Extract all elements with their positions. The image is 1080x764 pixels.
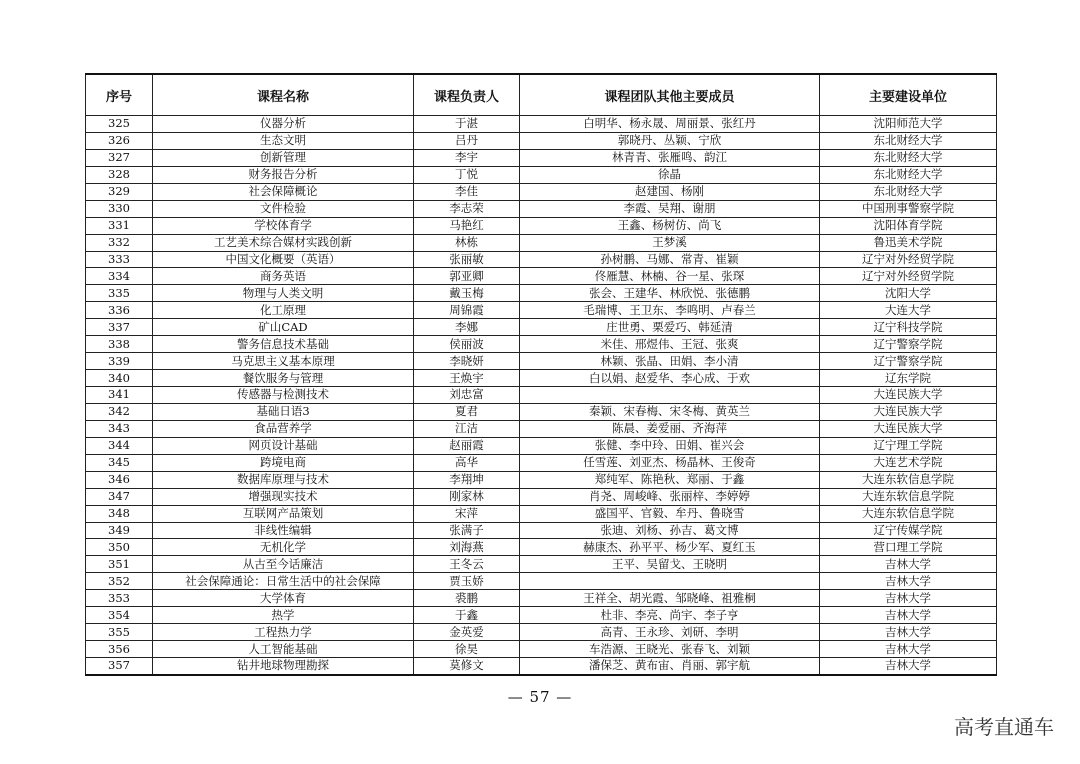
cell-course-name: 跨境电商 <box>153 454 414 471</box>
cell-course-leader: 裘鹏 <box>414 590 520 607</box>
table-row <box>86 166 997 183</box>
cell-institution: 营口理工学院 <box>820 539 997 556</box>
cell-team-members: 李霞、吴翔、谢朋 <box>520 200 820 217</box>
header-team-members: 课程团队其他主要成员 <box>520 74 820 116</box>
cell-course-name: 商务英语 <box>153 268 414 285</box>
cell-serial-number: 328 <box>86 166 153 183</box>
cell-serial-number: 341 <box>86 387 153 404</box>
cell-team-members: 肖尧、周峻峰、张丽梓、李婷婷 <box>520 488 820 505</box>
cell-course-name: 工程热力学 <box>153 624 414 641</box>
table-row <box>86 183 997 200</box>
cell-team-members: 米佳、邢煜伟、王冠、张爽 <box>520 336 820 353</box>
cell-team-members: 白以娟、赵爱华、李心成、于欢 <box>520 370 820 387</box>
cell-course-leader: 夏君 <box>414 403 520 420</box>
cell-serial-number: 326 <box>86 132 153 149</box>
cell-institution: 辽宁警察学院 <box>820 353 997 370</box>
cell-course-leader: 莫修文 <box>414 658 520 675</box>
cell-team-members: 佟雁慧、林楠、谷一星、张琛 <box>520 268 820 285</box>
cell-course-leader: 丁悦 <box>414 166 520 183</box>
cell-course-leader: 李宇 <box>414 149 520 166</box>
table-row <box>86 268 997 285</box>
cell-team-members: 王祥全、胡光霞、邹晓峰、祖雅桐 <box>520 590 820 607</box>
table-row <box>86 234 997 251</box>
cell-serial-number: 332 <box>86 234 153 251</box>
cell-course-name: 社会保障通论：日常生活中的社会保障 <box>153 573 414 590</box>
cell-serial-number: 330 <box>86 200 153 217</box>
cell-course-leader: 高华 <box>414 454 520 471</box>
cell-course-leader: 王冬云 <box>414 556 520 573</box>
course-table <box>85 73 997 676</box>
cell-institution: 东北财经大学 <box>820 166 997 183</box>
cell-institution: 吉林大学 <box>820 556 997 573</box>
cell-course-leader: 侯丽波 <box>414 336 520 353</box>
cell-serial-number: 327 <box>86 149 153 166</box>
table-header-row <box>86 74 997 116</box>
cell-institution: 东北财经大学 <box>820 149 997 166</box>
cell-serial-number: 349 <box>86 522 153 539</box>
table-row <box>86 641 997 658</box>
cell-institution: 吉林大学 <box>820 624 997 641</box>
table-row <box>86 353 997 370</box>
cell-course-name: 社会保障概论 <box>153 183 414 200</box>
table-row <box>86 370 997 387</box>
cell-institution: 辽宁传媒学院 <box>820 522 997 539</box>
cell-course-leader: 刘海燕 <box>414 539 520 556</box>
cell-team-members: 秦颖、宋春梅、宋冬梅、黄英兰 <box>520 403 820 420</box>
cell-institution: 吉林大学 <box>820 607 997 624</box>
cell-institution: 大连大学 <box>820 302 997 319</box>
cell-institution: 东北财经大学 <box>820 132 997 149</box>
cell-team-members: 王鑫、杨树仿、尚飞 <box>520 217 820 234</box>
cell-serial-number: 340 <box>86 370 153 387</box>
cell-course-name: 非线性编辑 <box>153 522 414 539</box>
cell-team-members: 林颖、张晶、田娟、李小清 <box>520 353 820 370</box>
cell-course-leader: 李佳 <box>414 183 520 200</box>
cell-institution: 大连民族大学 <box>820 420 997 437</box>
cell-course-leader: 戴玉梅 <box>414 285 520 302</box>
cell-team-members: 郑纯军、陈艳秋、郑丽、于鑫 <box>520 471 820 488</box>
cell-course-name: 财务报告分析 <box>153 166 414 183</box>
cell-course-name: 中国文化概要（英语） <box>153 251 414 268</box>
cell-course-name: 餐饮服务与管理 <box>153 370 414 387</box>
cell-serial-number: 355 <box>86 624 153 641</box>
cell-institution: 辽宁对外经贸学院 <box>820 251 997 268</box>
cell-team-members: 孙树鹏、马娜、常青、崔颖 <box>520 251 820 268</box>
cell-serial-number: 347 <box>86 488 153 505</box>
cell-course-leader: 徐昊 <box>414 641 520 658</box>
cell-team-members: 徐晶 <box>520 166 820 183</box>
cell-course-leader: 王焕宇 <box>414 370 520 387</box>
cell-course-leader: 于鑫 <box>414 607 520 624</box>
cell-course-leader: 李翔坤 <box>414 471 520 488</box>
cell-team-members: 赵建国、杨刚 <box>520 183 820 200</box>
cell-course-leader: 于湛 <box>414 116 520 133</box>
cell-institution: 大连东软信息学院 <box>820 471 997 488</box>
cell-team-members: 庄世勇、栗爱巧、韩延清 <box>520 319 820 336</box>
cell-course-name: 化工原理 <box>153 302 414 319</box>
cell-course-name: 生态文明 <box>153 132 414 149</box>
cell-team-members: 王梦溪 <box>520 234 820 251</box>
table-row <box>86 522 997 539</box>
cell-course-name: 网页设计基础 <box>153 437 414 454</box>
table-row <box>86 488 997 505</box>
cell-course-name: 大学体育 <box>153 590 414 607</box>
cell-course-leader: 李娜 <box>414 319 520 336</box>
cell-serial-number: 357 <box>86 658 153 675</box>
cell-course-name: 物理与人类文明 <box>153 285 414 302</box>
cell-serial-number: 356 <box>86 641 153 658</box>
header-institution: 主要建设单位 <box>820 74 997 116</box>
cell-course-name: 警务信息技术基础 <box>153 336 414 353</box>
cell-team-members: 白明华、杨永晟、周丽景、张红丹 <box>520 116 820 133</box>
cell-team-members: 毛瑞博、王卫东、李鸣明、卢春兰 <box>520 302 820 319</box>
cell-course-leader: 刚家林 <box>414 488 520 505</box>
cell-team-members: 张迪、刘杨、孙吉、葛文博 <box>520 522 820 539</box>
cell-institution: 吉林大学 <box>820 573 997 590</box>
cell-course-leader: 张丽敏 <box>414 251 520 268</box>
cell-serial-number: 337 <box>86 319 153 336</box>
cell-institution: 沈阳体育学院 <box>820 217 997 234</box>
header-course-leader: 课程负责人 <box>414 74 520 116</box>
cell-serial-number: 339 <box>86 353 153 370</box>
cell-serial-number: 331 <box>86 217 153 234</box>
cell-institution: 辽宁警察学院 <box>820 336 997 353</box>
table-row <box>86 573 997 590</box>
cell-institution: 大连民族大学 <box>820 403 997 420</box>
cell-institution: 辽宁科技学院 <box>820 319 997 336</box>
cell-course-leader: 周锦霞 <box>414 302 520 319</box>
table-row <box>86 336 997 353</box>
cell-course-name: 基础日语3 <box>153 403 414 420</box>
cell-institution: 吉林大学 <box>820 590 997 607</box>
cell-serial-number: 343 <box>86 420 153 437</box>
table-row <box>86 217 997 234</box>
cell-serial-number: 336 <box>86 302 153 319</box>
cell-team-members: 赫康杰、孙平平、杨少军、夏红玉 <box>520 539 820 556</box>
cell-serial-number: 342 <box>86 403 153 420</box>
cell-serial-number: 354 <box>86 607 153 624</box>
cell-institution: 辽东学院 <box>820 370 997 387</box>
cell-team-members: 车浩源、王晓光、张春飞、刘颖 <box>520 641 820 658</box>
cell-institution: 辽宁对外经贸学院 <box>820 268 997 285</box>
cell-institution: 大连东软信息学院 <box>820 505 997 522</box>
cell-serial-number: 352 <box>86 573 153 590</box>
table-row <box>86 285 997 302</box>
cell-course-name: 增强现实技术 <box>153 488 414 505</box>
cell-institution: 辽宁理工学院 <box>820 437 997 454</box>
table-row <box>86 505 997 522</box>
cell-institution: 沈阳师范大学 <box>820 116 997 133</box>
cell-serial-number: 346 <box>86 471 153 488</box>
table-row <box>86 116 997 133</box>
cell-course-leader: 林栋 <box>414 234 520 251</box>
table-row <box>86 556 997 573</box>
cell-institution: 东北财经大学 <box>820 183 997 200</box>
cell-team-members: 高青、王永珍、刘研、李明 <box>520 624 820 641</box>
cell-course-name: 矿山CAD <box>153 319 414 336</box>
cell-course-name: 食品营养学 <box>153 420 414 437</box>
cell-team-members: 任雪莲、刘亚杰、杨晶林、王俊奇 <box>520 454 820 471</box>
table-row <box>86 658 997 675</box>
cell-course-name: 人工智能基础 <box>153 641 414 658</box>
table-row <box>86 437 997 454</box>
cell-team-members: 陈晨、姜爱丽、齐海萍 <box>520 420 820 437</box>
cell-course-name: 创新管理 <box>153 149 414 166</box>
table-row <box>86 539 997 556</box>
table-row <box>86 149 997 166</box>
cell-course-leader: 李晓妍 <box>414 353 520 370</box>
cell-team-members <box>520 387 820 404</box>
watermark: 高考直通车 <box>954 715 1054 739</box>
table-row <box>86 200 997 217</box>
cell-course-name: 仪器分析 <box>153 116 414 133</box>
cell-serial-number: 345 <box>86 454 153 471</box>
cell-team-members: 杜非、李亮、尚宇、李子亨 <box>520 607 820 624</box>
cell-course-name: 马克思主义基本原理 <box>153 353 414 370</box>
cell-serial-number: 335 <box>86 285 153 302</box>
cell-course-name: 无机化学 <box>153 539 414 556</box>
cell-course-leader: 张满子 <box>414 522 520 539</box>
cell-institution: 大连民族大学 <box>820 387 997 404</box>
table-row <box>86 471 997 488</box>
table-row <box>86 420 997 437</box>
cell-course-name: 钻井地球物理勘探 <box>153 658 414 675</box>
cell-course-name: 工艺美术综合媒材实践创新 <box>153 234 414 251</box>
cell-team-members: 王平、吴留戈、王晓明 <box>520 556 820 573</box>
cell-course-leader: 贾玉娇 <box>414 573 520 590</box>
cell-course-leader: 刘忠富 <box>414 387 520 404</box>
cell-team-members: 张会、王建华、林欣悦、张德鹏 <box>520 285 820 302</box>
cell-serial-number: 351 <box>86 556 153 573</box>
cell-team-members: 郭晓丹、丛颖、宁欣 <box>520 132 820 149</box>
cell-course-leader: 吕丹 <box>414 132 520 149</box>
cell-course-name: 从古至今话廉洁 <box>153 556 414 573</box>
cell-serial-number: 329 <box>86 183 153 200</box>
cell-serial-number: 353 <box>86 590 153 607</box>
cell-team-members: 盛国平、官毅、牟丹、鲁晓雪 <box>520 505 820 522</box>
cell-institution: 沈阳大学 <box>820 285 997 302</box>
cell-course-leader: 金英爱 <box>414 624 520 641</box>
table-row <box>86 624 997 641</box>
cell-course-name: 数据库原理与技术 <box>153 471 414 488</box>
cell-institution: 鲁迅美术学院 <box>820 234 997 251</box>
cell-course-leader: 宋萍 <box>414 505 520 522</box>
page-number: — 57 — <box>507 688 573 706</box>
cell-course-leader: 郭亚卿 <box>414 268 520 285</box>
cell-course-leader: 马艳红 <box>414 217 520 234</box>
cell-team-members <box>520 573 820 590</box>
cell-team-members: 林青青、张雁鸣、韵江 <box>520 149 820 166</box>
table-row <box>86 251 997 268</box>
cell-serial-number: 333 <box>86 251 153 268</box>
cell-course-name: 热学 <box>153 607 414 624</box>
cell-course-name: 传感器与检测技术 <box>153 387 414 404</box>
cell-institution: 吉林大学 <box>820 641 997 658</box>
cell-course-name: 文件检验 <box>153 200 414 217</box>
cell-institution: 吉林大学 <box>820 658 997 675</box>
table-row <box>86 454 997 471</box>
header-serial-number: 序号 <box>86 74 153 116</box>
cell-institution: 大连东软信息学院 <box>820 488 997 505</box>
table-row <box>86 607 997 624</box>
cell-institution: 中国刑事警察学院 <box>820 200 997 217</box>
table-row <box>86 319 997 336</box>
cell-serial-number: 350 <box>86 539 153 556</box>
cell-course-leader: 江洁 <box>414 420 520 437</box>
cell-course-name: 互联网产品策划 <box>153 505 414 522</box>
cell-team-members: 张健、李中玲、田娟、崔兴会 <box>520 437 820 454</box>
cell-team-members: 潘保芝、黄布宙、肖丽、郭宇航 <box>520 658 820 675</box>
cell-institution: 大连艺术学院 <box>820 454 997 471</box>
table-row <box>86 590 997 607</box>
cell-serial-number: 325 <box>86 116 153 133</box>
cell-course-leader: 李志荣 <box>414 200 520 217</box>
table-row <box>86 403 997 420</box>
cell-serial-number: 348 <box>86 505 153 522</box>
cell-course-leader: 赵丽霞 <box>414 437 520 454</box>
table-row <box>86 387 997 404</box>
cell-serial-number: 338 <box>86 336 153 353</box>
table-row <box>86 302 997 319</box>
cell-serial-number: 344 <box>86 437 153 454</box>
header-course-name: 课程名称 <box>153 74 414 116</box>
cell-course-name: 学校体育学 <box>153 217 414 234</box>
cell-serial-number: 334 <box>86 268 153 285</box>
table-row <box>86 132 997 149</box>
